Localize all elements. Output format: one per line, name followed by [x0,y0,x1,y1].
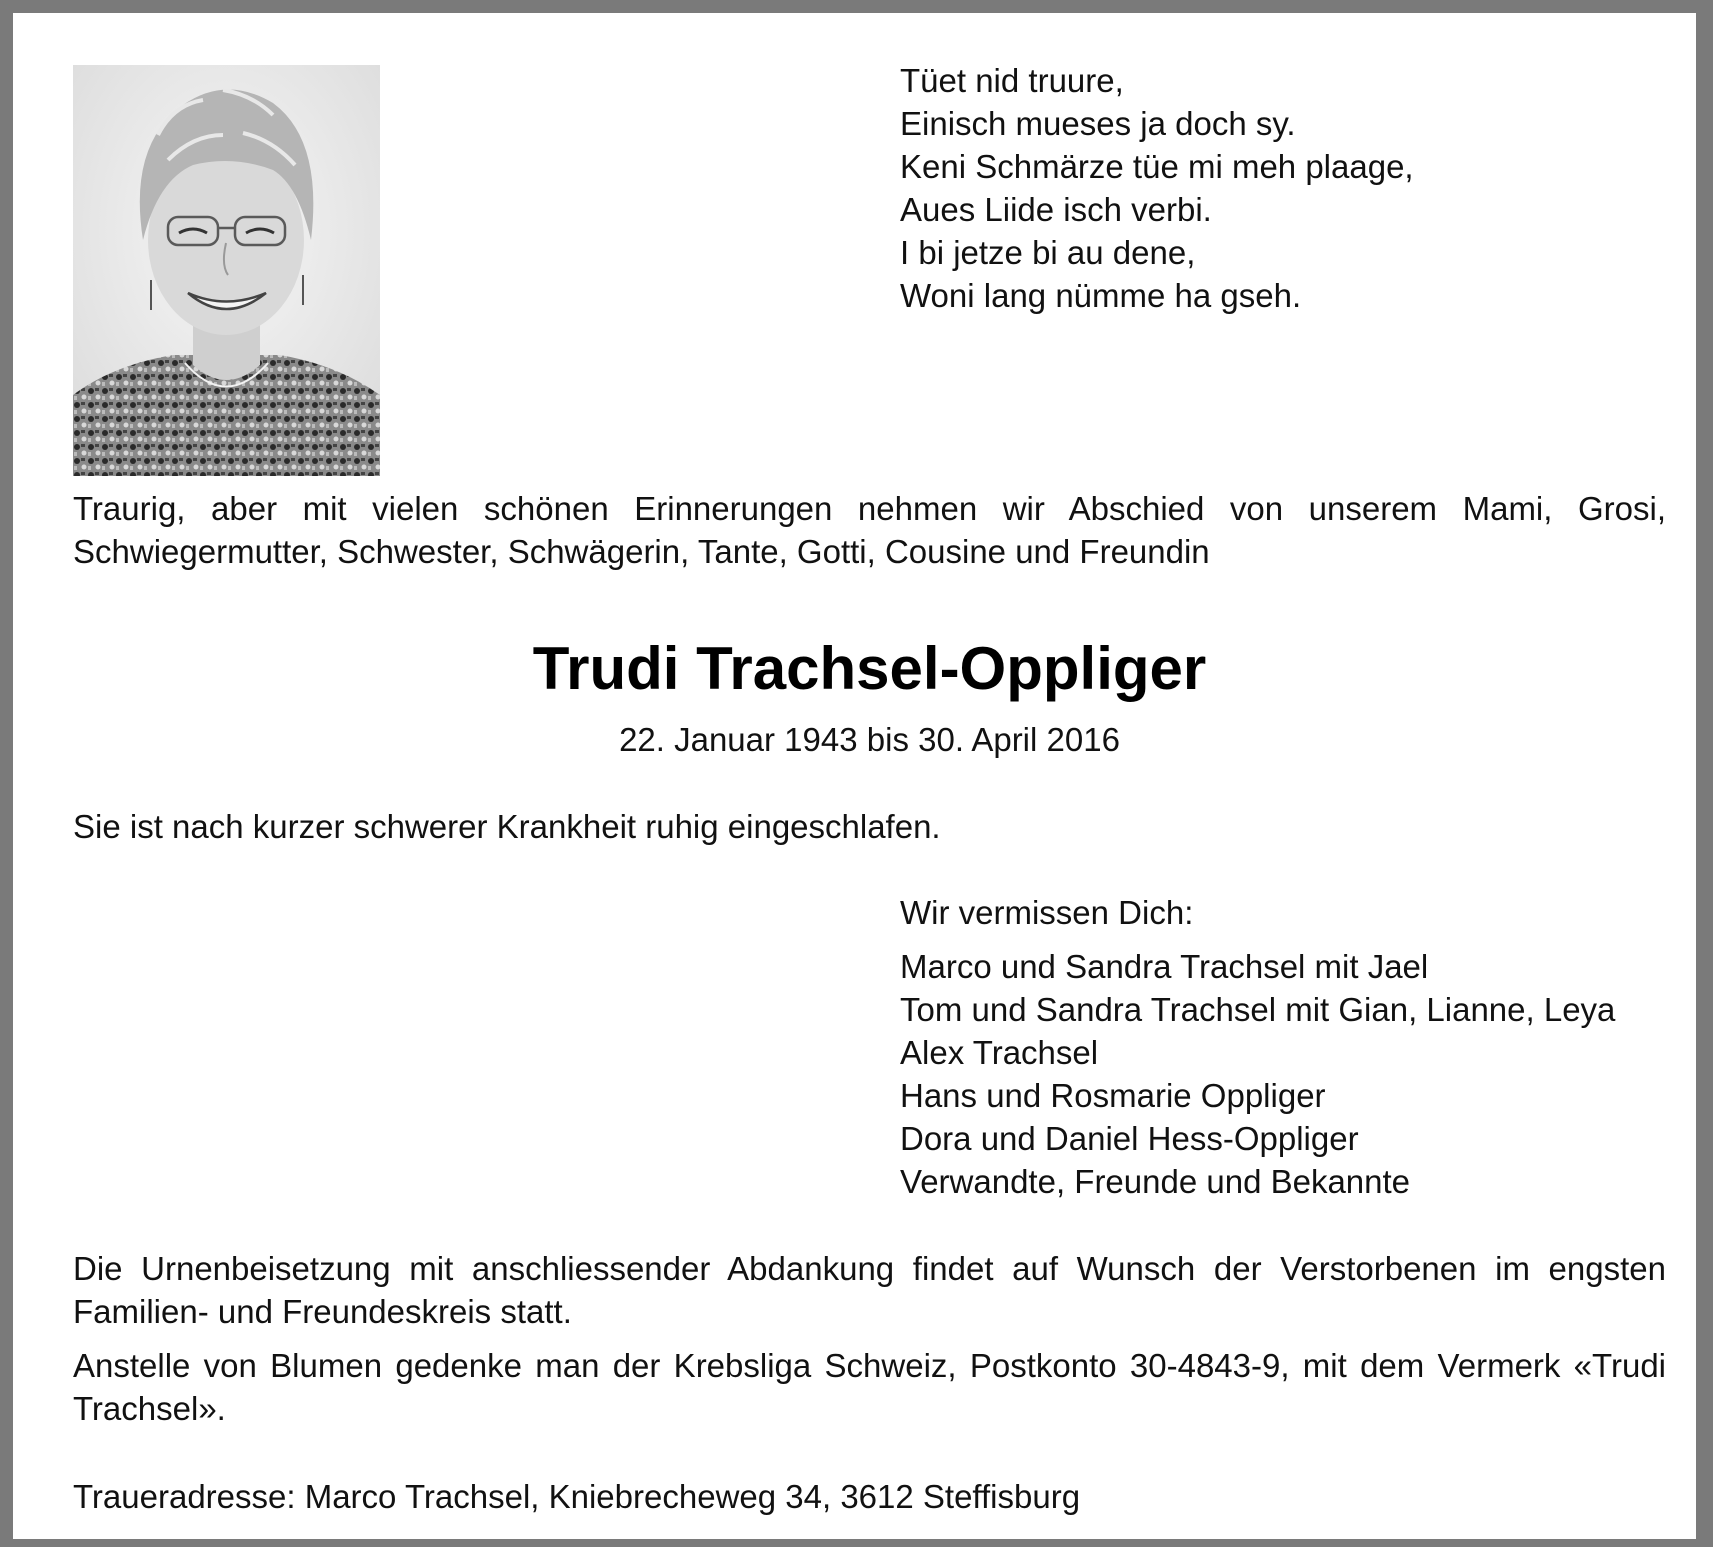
poem-line: Einisch mueses ja doch sy. [900,105,1296,142]
mourner-item: Alex Trachsel [900,1034,1099,1071]
deceased-name: Trudi Trachsel-Oppliger [532,635,1207,702]
donation-note: Anstelle von Blumen gedenke man der Krebsliga Schweiz, Postkonto 30-4843-9, mit dem Vermerk «Trudi Trachsel». [73,1347,1666,1427]
poem-line: Woni lang nümme ha gseh. [900,277,1302,314]
poem-line: Aues Liide isch verbi. [900,191,1212,228]
poem-line: Tüet nid truure, [900,62,1124,99]
mourner-item: Hans und Rosmarie Oppliger [900,1077,1326,1114]
mourner-item: Marco und Sandra Trachsel mit Jael [900,948,1429,985]
poem-line: I bi jetze bi au dene, [900,234,1196,271]
poem [900,59,1414,317]
mourners-list [900,945,1615,1203]
intro-text: Traurig, aber mit vielen schönen Erinnerungen nehmen wir Abschied von unserem Mami, Grosi, Schwiegermutter, Schwester, Schwägerin, Tante, Gotti, Cousine und Freundin [73,490,1666,570]
mourning-address: Traueradresse: Marco Trachsel, Kniebrecheweg 34, 3612 Steffisburg [73,1478,1081,1515]
poem-line: Keni Schmärze tüe mi meh plaage, [900,148,1414,185]
passing-note: Sie ist nach kurzer schwerer Krankheit ruhig eingeschlafen. [73,808,941,845]
portrait-photo-icon [73,65,380,476]
ceremony-note: Die Urnenbeisetzung mit anschliessender Abdankung findet auf Wunsch der Verstorbenen im engsten Familien- und Freundeskreis statt. [73,1250,1666,1330]
mourner-item: Dora und Daniel Hess-Oppliger [900,1120,1359,1157]
mourner-item: Tom und Sandra Trachsel mit Gian, Lianne, Leya [900,991,1616,1028]
life-dates: 22. Januar 1943 bis 30. April 2016 [619,721,1120,758]
mourner-item: Verwandte, Freunde und Bekannte [900,1163,1411,1200]
mourners-heading: Wir vermissen Dich: [900,894,1194,931]
portrait-photo [73,65,380,476]
